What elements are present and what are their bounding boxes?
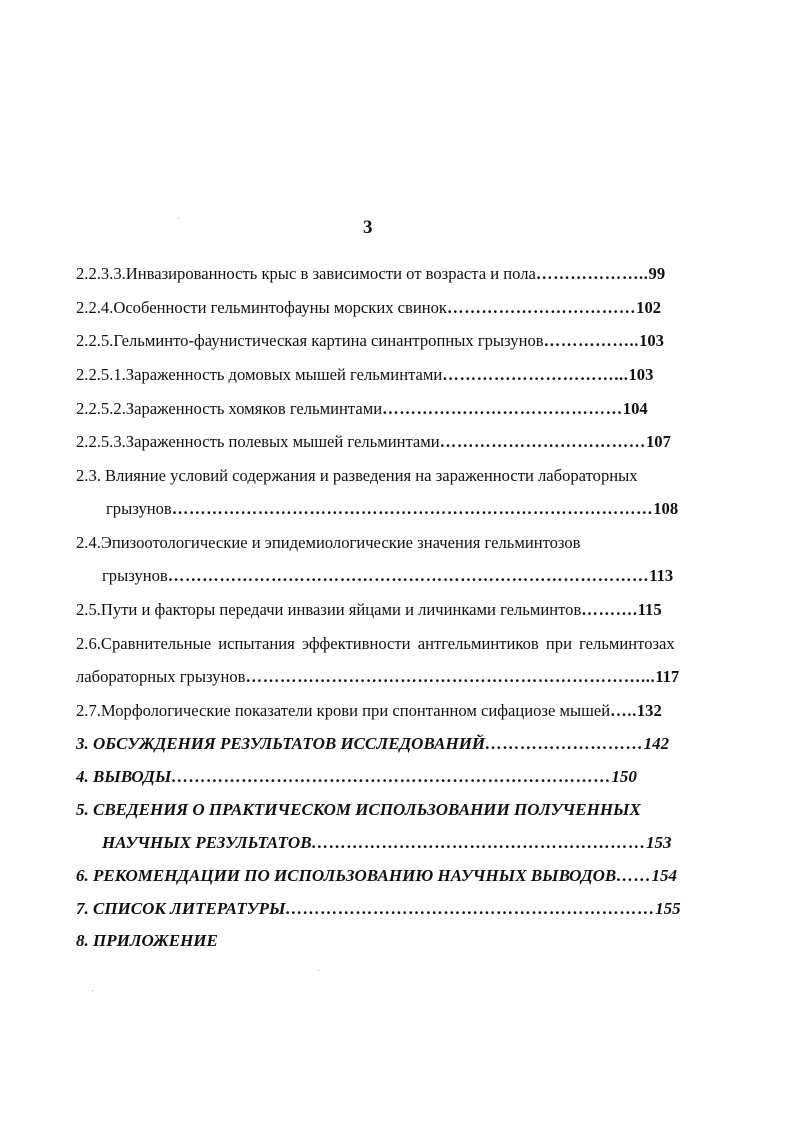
toc-entry-title: 7. СПИСОК ЛИТЕРАТУРЫ: [76, 899, 286, 918]
toc-leader-dots: …………………………………………………………………………: [167, 566, 650, 585]
scan-speck: [318, 970, 319, 971]
toc-entry-title: 6. РЕКОМЕНДАЦИИ ПО ИСПОЛЬЗОВАНИЮ НАУЧНЫХ ВЫВОДОВ: [76, 866, 617, 885]
toc-chapter: [76, 864, 677, 888]
toc-page-number: 102: [636, 298, 662, 317]
toc-entry-continuation: [76, 665, 679, 689]
toc-entry: [76, 531, 581, 555]
toc-entry-title: 2.5.Пути и факторы передачи инвазии яйцами и личинками гельминтов: [76, 600, 582, 619]
toc-entry: [76, 363, 653, 387]
toc-entry-continuation: [102, 564, 673, 588]
toc-entry-title: 2.2.5.1.Зараженность домовых мышей гельминтами: [76, 365, 443, 384]
toc-leader-dots: …………………………...: [442, 365, 629, 384]
toc-page-number: 142: [643, 734, 670, 753]
toc-leader-dots: ……………………………………………………………...: [245, 667, 656, 686]
toc-page-number: 107: [645, 432, 671, 451]
toc-page-number: 115: [637, 600, 662, 619]
toc-entry-title: 2.2.5.Гельминто-фаунистическая картина синантропных грызунов: [76, 331, 544, 350]
toc-entry-title: 2.4.Эпизоотологические и эпидемиологические значения гельминтозов: [76, 533, 581, 552]
toc-entry-title: 2.2.4.Особенности гельминтофауны морских свинок: [76, 298, 447, 317]
toc-leader-dots: ………………..: [535, 264, 649, 283]
toc-page-number: 103: [628, 365, 654, 384]
toc-leader-dots: ………………………………………………………: [285, 899, 656, 918]
toc-page-number: 132: [636, 701, 662, 720]
toc-entry: [76, 632, 675, 656]
toc-leader-dots: ……: [616, 866, 652, 885]
toc-leader-dots: ……………..: [543, 331, 640, 350]
scan-speck: [92, 990, 93, 991]
toc-chapter: [76, 929, 218, 953]
toc-entry-title: 2.6.Сравнительные испытания эффективности антгельминтиков при гельминтозах: [76, 634, 675, 653]
toc-entry: [76, 430, 671, 454]
toc-chapter: [76, 765, 637, 789]
toc-entry-title: 2.7.Морфологические показатели крови при спонтанном сифациозе мышей: [76, 701, 611, 720]
toc-page-number: 154: [651, 866, 677, 885]
toc-chapter: [76, 798, 641, 822]
toc-entry: [76, 699, 662, 723]
toc-page-number: 108: [653, 499, 679, 518]
toc-page-number: 104: [622, 399, 648, 418]
toc-entry: [76, 262, 665, 286]
toc-entry-title: НАУЧНЫХ РЕЗУЛЬТАТОВ: [102, 833, 312, 852]
toc-entry: [76, 598, 662, 622]
toc-leader-dots: ………………………………: [439, 432, 646, 451]
toc-leader-dots: ……….: [581, 600, 638, 619]
scan-speck: [178, 218, 179, 219]
toc-entry-title: грызунов: [102, 566, 168, 585]
toc-chapter: [76, 732, 669, 756]
toc-leader-dots: ………………………: [485, 734, 644, 753]
toc-page-number: 103: [639, 331, 664, 350]
toc-entry-title: лабораторных грызунов: [76, 667, 246, 686]
toc-entry-title: 2.2.3.3.Инвазированность крыс в зависимости от возраста и пола: [76, 264, 536, 283]
toc-page-number: 155: [655, 899, 681, 918]
toc-entry-title: 2.2.5.2.Зараженность хомяков гельминтами: [76, 399, 383, 418]
toc-entry-title: грызунов: [106, 499, 172, 518]
toc-page-number: 99: [648, 264, 666, 283]
toc-entry-continuation: [106, 497, 678, 521]
toc-chapter: [76, 897, 681, 921]
toc-page-number: 150: [611, 767, 637, 786]
page-number: 3: [363, 217, 373, 238]
toc-entry-title: 2.3. Влияние условий содержания и разведения на зараженности лабораторных: [76, 466, 638, 485]
toc-entry-title: 4. ВЫВОДЫ: [76, 767, 172, 786]
toc-page-number: 113: [649, 566, 674, 585]
toc-entry-title: 2.2.5.3.Зараженность полевых мышей гельминтами: [76, 432, 440, 451]
toc-leader-dots: …………………………………………………………………: [171, 767, 612, 786]
toc-leader-dots: ……………………………: [447, 298, 637, 317]
toc-entry: [76, 397, 648, 421]
toc-entry: [76, 329, 664, 353]
toc-leader-dots: …………………………………………………………………………: [171, 499, 654, 518]
toc-chapter-continuation: [102, 831, 671, 855]
toc-page-number: 117: [655, 667, 680, 686]
toc-entry-title: 8. ПРИЛОЖЕНИЕ: [76, 931, 218, 950]
toc-leader-dots: ……………………………………: [382, 399, 623, 418]
toc-entry: [76, 296, 661, 320]
toc-leader-dots: …..: [610, 701, 637, 720]
toc-leader-dots: …………………………………………………: [311, 833, 646, 852]
toc-page-number: 153: [645, 833, 672, 852]
toc-entry-title: 5. СВЕДЕНИЯ О ПРАКТИЧЕСКОМ ИСПОЛЬЗОВАНИИ ПОЛУЧЕННЫХ: [76, 800, 641, 819]
toc-entry-title: 3. ОБСУЖДЕНИЯ РЕЗУЛЬТАТОВ ИССЛЕДОВАНИЙ: [76, 734, 486, 753]
toc-entry: [76, 464, 638, 488]
